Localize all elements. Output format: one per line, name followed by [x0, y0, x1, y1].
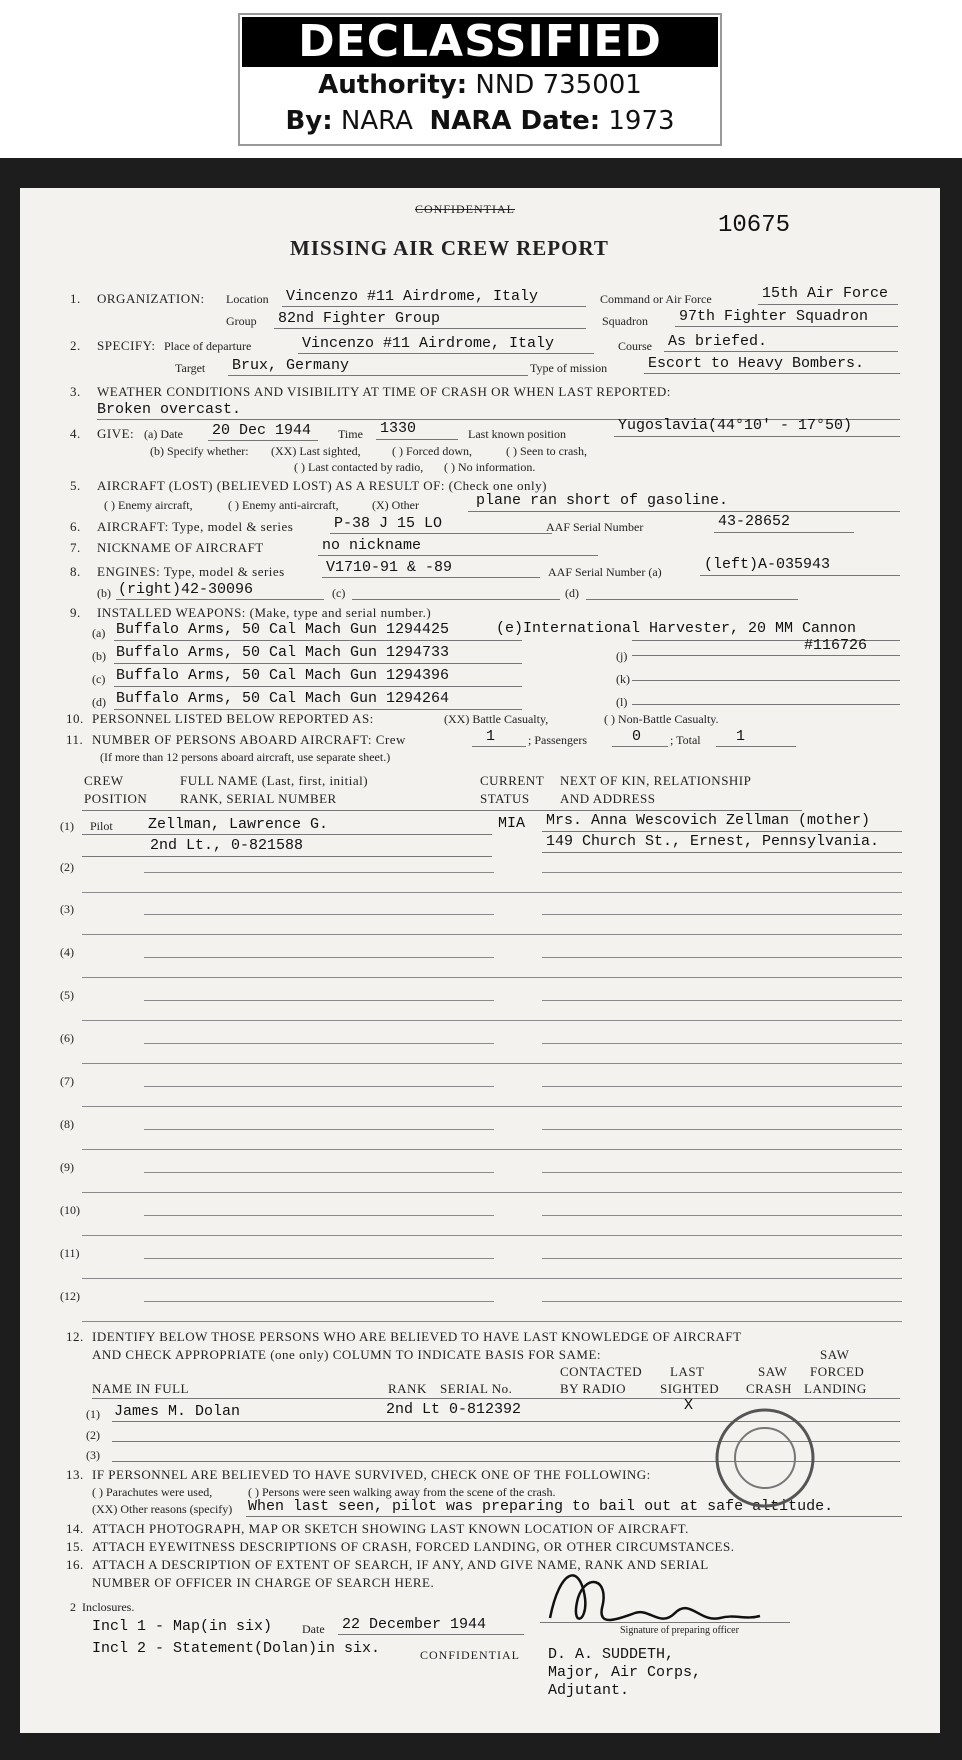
crew-row-num: (5): [60, 988, 74, 1002]
item14-num: 14.: [66, 1521, 84, 1536]
item16-label1: ATTACH A DESCRIPTION OF EXTENT OF SEARCH, IF ANY, AND GIVE NAME, RANK AND SERIAL: [92, 1557, 709, 1572]
crew-col2b: RANK, SERIAL NUMBER: [180, 791, 337, 806]
item9-label: INSTALLED WEAPONS: (Make, type and serial number.): [97, 605, 432, 620]
weapon-d: Buffalo Arms, 50 Cal Mach Gun 1294264: [116, 690, 450, 707]
declassification-stamp: [238, 13, 722, 146]
crew-col3a: CURRENT: [480, 773, 545, 788]
weapon-j-letter: (j): [616, 649, 628, 663]
crew-row-line: [144, 1000, 494, 1001]
passengers-label: ; Passengers: [528, 733, 587, 747]
engine-serial-a: (left)A-035943: [704, 556, 831, 573]
opt-other: (X) Other: [372, 498, 419, 512]
crew-row-line: [82, 1192, 902, 1193]
crew-col4a: NEXT OF KIN, RELATIONSHIP: [560, 773, 752, 788]
item16-label2: NUMBER OF OFFICER IN CHARGE OF SEARCH HERE.: [92, 1575, 435, 1590]
col-serial: SERIAL No.: [440, 1381, 513, 1396]
crew-row-line: [542, 1301, 902, 1302]
crew-row-line: [144, 1258, 494, 1259]
engine-type: V1710-91 & -89: [326, 559, 453, 576]
item13-num: 13.: [66, 1467, 84, 1482]
item6-num: 6.: [70, 519, 81, 534]
crew-row-line: [542, 872, 902, 873]
last-position: Yugoslavia(44°10' - 17°50): [618, 417, 853, 434]
report-number: 10675: [718, 212, 791, 239]
opt-walking: ( ) Persons were seen walking away from the scene of the crash.: [248, 1485, 556, 1499]
item7-num: 7.: [70, 540, 81, 555]
weapon-e-serial: #116726: [804, 637, 868, 654]
opt-enemy-antiaircraft: ( ) Enemy anti-aircraft,: [228, 498, 339, 512]
inclosures-label: Inclosures.: [82, 1600, 135, 1614]
weapon-e: (e)International Harvester, 20 MM Cannon: [496, 620, 857, 637]
target-label: Target: [175, 361, 206, 375]
classification-footer: CONFIDENTIAL: [420, 1648, 520, 1662]
officer-signature: [540, 1558, 770, 1638]
item14-label: ATTACH PHOTOGRAPH, MAP OR SKETCH SHOWING LAST KNOWN LOCATION OF AIRCRAFT.: [92, 1521, 689, 1536]
col-sighted-a: LAST: [670, 1364, 705, 1379]
crew-row-line: [144, 1129, 494, 1130]
date-label: (a) Date: [144, 427, 183, 441]
crew-row-line: [82, 934, 902, 935]
location-value: Vincenzo #11 Airdrome, Italy: [286, 288, 539, 305]
signature-caption: Signature of preparing officer: [620, 1625, 739, 1636]
crew-col2a: FULL NAME (Last, first, initial): [180, 773, 369, 788]
crew-row-line: [144, 957, 494, 958]
crew-row-num: (3): [60, 902, 74, 916]
crew-row-num: (2): [60, 860, 74, 874]
specify-label: (b) Specify whether:: [150, 444, 249, 458]
witness-row2-num: (2): [86, 1428, 100, 1442]
witness-name: James M. Dolan: [114, 1403, 241, 1420]
item12-label1: IDENTIFY BELOW THOSE PERSONS WHO ARE BELIEVED TO HAVE LAST KNOWLEDGE OF AIRCRAFT: [92, 1329, 742, 1344]
command-value: 15th Air Force: [762, 285, 889, 302]
item13-label: IF PERSONNEL ARE BELIEVED TO HAVE SURVIVED, CHECK ONE OF THE FOLLOWING:: [92, 1467, 651, 1482]
weapon-c: Buffalo Arms, 50 Cal Mach Gun 1294396: [116, 667, 450, 684]
witness-last-sighted-mark: X: [684, 1397, 694, 1414]
crew-row-line: [82, 1106, 902, 1107]
crew-count: 1: [486, 728, 496, 745]
item7-label: NICKNAME OF AIRCRAFT: [97, 540, 264, 555]
col-sighted-b: SIGHTED: [660, 1381, 720, 1396]
opt-last-sighted: (XX) Last sighted,: [271, 444, 361, 458]
crew-row-line: [542, 1086, 902, 1087]
item15-num: 15.: [66, 1539, 84, 1554]
col-rank: RANK: [388, 1381, 427, 1396]
squadron-value: 97th Fighter Squadron: [679, 308, 869, 325]
crew-col3b: STATUS: [480, 791, 530, 806]
loss-date: 20 Dec 1944: [212, 422, 312, 439]
group-value: 82nd Fighter Group: [278, 310, 441, 327]
item2-num: 2.: [70, 338, 81, 353]
received-stamp: [710, 1403, 820, 1513]
crew-row-num: (6): [60, 1031, 74, 1045]
engine-serial-label: AAF Serial Number (a): [548, 565, 662, 579]
crew-row1-name: Zellman, Lawrence G.: [148, 816, 329, 833]
crew-row-line: [144, 1086, 494, 1087]
opt-parachutes: ( ) Parachutes were used,: [92, 1485, 213, 1499]
item4-num: 4.: [70, 426, 81, 441]
crew-row1-address: 149 Church St., Ernest, Pennsylvania.: [546, 833, 880, 850]
opt-radio: ( ) Last contacted by radio,: [294, 460, 424, 474]
aircraft-serial: 43-28652: [718, 513, 791, 530]
engine-b-label: (b): [97, 586, 111, 600]
weapon-a-letter: (a): [92, 626, 106, 640]
col-forced-b: FORCED: [810, 1364, 865, 1379]
opt-enemy-aircraft: ( ) Enemy aircraft,: [104, 498, 193, 512]
stamp-authority: Authority: NND 735001: [318, 70, 642, 100]
crew-row-num: (11): [60, 1246, 80, 1260]
item9-num: 9.: [70, 605, 81, 620]
inclosures-count: 2: [70, 1600, 76, 1614]
witness-rank-serial: 2nd Lt 0-812392: [386, 1401, 522, 1418]
engine-c-label: (c): [332, 586, 346, 600]
crew-col1a: CREW: [84, 773, 124, 788]
crew-row-num: (12): [60, 1289, 80, 1303]
crew-row-line: [542, 1043, 902, 1044]
crew-row1-kin: Mrs. Anna Wescovich Zellman (mother): [546, 812, 871, 829]
crew-row-line: [542, 1000, 902, 1001]
crew-row-line: [144, 1301, 494, 1302]
course-label: Course: [618, 339, 652, 353]
weapon-d-letter: (d): [92, 695, 106, 709]
item1-num: 1.: [70, 291, 81, 306]
position-label: Last known position: [468, 427, 566, 441]
crew-row-line: [542, 1172, 902, 1173]
crew-row-line: [82, 977, 902, 978]
loss-time: 1330: [380, 420, 417, 437]
item3-num: 3.: [70, 384, 81, 399]
engine-serial-b: (right)42-30096: [118, 581, 254, 598]
crew-row-num: (7): [60, 1074, 74, 1088]
aircraft-nickname: no nickname: [322, 537, 422, 554]
crew-row-line: [542, 1215, 902, 1216]
crew-row1-rank: 2nd Lt., 0-821588: [150, 837, 304, 854]
aircraft-type: P-38 J 15 LO: [334, 515, 443, 532]
opt-battle: (XX) Battle Casualty,: [444, 712, 549, 726]
stamp-title: DECLASSIFIED: [242, 17, 718, 67]
crew-row-line: [542, 1129, 902, 1130]
mission-label: Type of mission: [530, 361, 608, 375]
officer-name: D. A. SUDDETH,: [548, 1646, 675, 1663]
crew-row-line: [542, 1258, 902, 1259]
crew-row-line: [542, 957, 902, 958]
inclosure-1: Incl 1 - Map(in six): [92, 1618, 273, 1635]
witness-row3-num: (3): [86, 1448, 100, 1462]
item11-note: (If more than 12 persons aboard aircraft, use separate sheet.): [100, 750, 391, 764]
officer-rank: Major, Air Corps,: [548, 1664, 702, 1681]
item4-label: GIVE:: [97, 426, 135, 441]
col-forced-a: SAW: [820, 1347, 850, 1362]
crew-row-line: [144, 1215, 494, 1216]
crew-row-line: [144, 872, 494, 873]
item5-label: AIRCRAFT (LOST) (BELIEVED LOST) AS A RESULT OF: (Check one only): [97, 478, 547, 493]
item8-label: ENGINES: Type, model & series: [97, 564, 285, 579]
location-label: Location: [226, 292, 269, 306]
crew-row-line: [82, 1020, 902, 1021]
item1-label: ORGANIZATION:: [97, 291, 205, 306]
footer-date-label: Date: [302, 1622, 325, 1636]
item2-label: SPECIFY:: [97, 338, 156, 353]
passenger-count: 0: [632, 728, 642, 745]
loss-cause: plane ran short of gasoline.: [476, 492, 729, 509]
command-label: Command or Air Force: [600, 292, 712, 306]
item11-num: 11.: [66, 732, 84, 747]
inclosure-2: Incl 2 - Statement(Dolan)in six.: [92, 1640, 381, 1657]
crew-row-line: [82, 1235, 902, 1236]
footer-date: 22 December 1944: [342, 1616, 487, 1633]
stamp-by-date: By: NARA NARA Date: 1973: [285, 106, 675, 136]
mission-value: Escort to Heavy Bombers.: [648, 355, 865, 372]
crew-row-line: [144, 914, 494, 915]
crew-col4b: AND ADDRESS: [560, 791, 656, 806]
col-radio-b: BY RADIO: [560, 1381, 626, 1396]
witness-row1-num: (1): [86, 1407, 100, 1421]
item10-label: PERSONNEL LISTED BELOW REPORTED AS:: [92, 711, 374, 726]
opt-nonbattle: ( ) Non-Battle Casualty.: [604, 712, 719, 726]
course-value: As briefed.: [668, 333, 768, 350]
total-label: ; Total: [670, 733, 701, 747]
crew-row-num: (4): [60, 945, 74, 959]
item5-num: 5.: [70, 478, 81, 493]
col-radio-a: CONTACTED: [560, 1364, 643, 1379]
opt-seen-crash: ( ) Seen to crash,: [506, 444, 587, 458]
item6-label: AIRCRAFT: Type, model & series: [97, 519, 294, 534]
squadron-label: Squadron: [602, 314, 648, 328]
item12-num: 12.: [66, 1329, 84, 1344]
crew-row1-num: (1): [60, 819, 74, 833]
crew-col1b: POSITION: [84, 791, 148, 806]
weapon-k-letter: (k): [616, 672, 630, 686]
officer-title: Adjutant.: [548, 1682, 630, 1699]
crew-row-line: [82, 1321, 902, 1322]
crew-row-num: (8): [60, 1117, 74, 1131]
crew-row1-status: MIA: [498, 815, 526, 832]
col-crash-a: SAW: [758, 1364, 788, 1379]
aircraft-serial-label: AAF Serial Number: [546, 520, 644, 534]
target-value: Brux, Germany: [232, 357, 350, 374]
item3-label: WEATHER CONDITIONS AND VISIBILITY AT TIME OF CRASH OR WHEN LAST REPORTED:: [97, 384, 671, 399]
item12-label2: AND CHECK APPROPRIATE (one only) COLUMN TO INDICATE BASIS FOR SAME:: [92, 1347, 602, 1362]
classification-header: CONFIDENTIAL: [415, 202, 515, 216]
crew-row-line: [82, 1149, 902, 1150]
opt-other-reasons: (XX) Other reasons (specify): [92, 1502, 233, 1516]
col-name: NAME IN FULL: [92, 1381, 189, 1396]
weapon-l-letter: (l): [616, 695, 628, 709]
form-title: MISSING AIR CREW REPORT: [290, 236, 609, 260]
item10-num: 10.: [66, 711, 84, 726]
crew-row-line: [542, 914, 902, 915]
col-forced-c: LANDING: [804, 1381, 867, 1396]
survival-reason: When last seen, pilot was preparing to bail out at safe altitude.: [248, 1498, 834, 1515]
departure-value: Vincenzo #11 Airdrome, Italy: [302, 335, 555, 352]
col-crash-b: CRASH: [746, 1381, 792, 1396]
weapon-c-letter: (c): [92, 672, 106, 686]
weapon-b: Buffalo Arms, 50 Cal Mach Gun 1294733: [116, 644, 450, 661]
time-label: Time: [338, 427, 363, 441]
crew-row-line: [144, 1172, 494, 1173]
opt-forced-down: ( ) Forced down,: [392, 444, 472, 458]
crew-row-line: [82, 892, 902, 893]
item15-label: ATTACH EYEWITNESS DESCRIPTIONS OF CRASH, FORCED LANDING, OR OTHER CIRCUMSTANCES.: [92, 1539, 735, 1554]
item11-label: NUMBER OF PERSONS ABOARD AIRCRAFT: Crew: [92, 732, 406, 747]
weapon-b-letter: (b): [92, 649, 106, 663]
weather-value: Broken overcast.: [97, 401, 242, 418]
crew-row-line: [82, 1278, 902, 1279]
opt-no-info: ( ) No information.: [444, 460, 536, 474]
crew-row-num: (10): [60, 1203, 80, 1217]
weapon-a: Buffalo Arms, 50 Cal Mach Gun 1294425: [116, 621, 450, 638]
crew-row-num: (9): [60, 1160, 74, 1174]
crew-row1-position: Pilot: [90, 819, 113, 833]
item8-num: 8.: [70, 564, 81, 579]
engine-d-label: (d): [565, 586, 579, 600]
total-count: 1: [736, 728, 746, 745]
group-label: Group: [226, 314, 257, 328]
item16-num: 16.: [66, 1557, 84, 1572]
report-page: [20, 188, 940, 1733]
crew-row-line: [82, 1063, 902, 1064]
departure-label: Place of departure: [164, 339, 252, 353]
crew-row-line: [144, 1043, 494, 1044]
